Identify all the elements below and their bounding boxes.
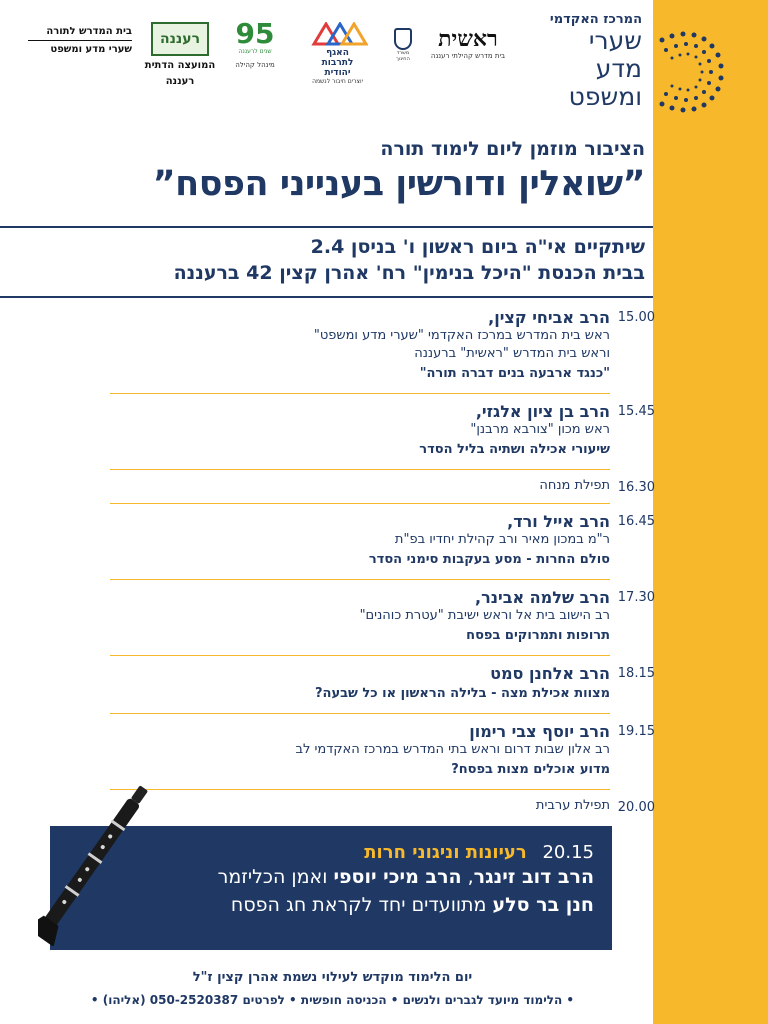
culture-logo-line-2: לתרבות xyxy=(321,58,354,68)
beit-midrash-logo xyxy=(28,26,132,55)
speaker-name: הרב אביחי קצין, xyxy=(488,308,610,327)
reshit-logo-word: ראשית xyxy=(438,26,498,52)
brand-line-3: ומשפט xyxy=(568,82,642,111)
schedule-item xyxy=(110,656,655,714)
performer-name: הרב מיכי יוספי xyxy=(333,866,462,888)
schedule-item xyxy=(110,470,655,504)
event-date: שיתקיים אי"ה ביום ראשון ו' בניסן 2.4 xyxy=(310,236,645,258)
schedule-item xyxy=(110,394,655,470)
triangles-icon xyxy=(308,22,368,48)
brand-block xyxy=(530,12,642,111)
schedule-time: 17.30 xyxy=(617,590,655,605)
religious-council-logo xyxy=(140,22,220,88)
speaker-name: הרב אייל ורד, xyxy=(507,512,610,531)
speaker-name: הרב יוסף צבי רימון xyxy=(469,722,610,741)
speaker-role: ראש מכון "צורבא מרבנן" xyxy=(470,422,610,437)
schedule-list xyxy=(110,300,655,823)
schedule-time: 19.15 xyxy=(617,724,655,739)
prayer-label: תפילת ערבית xyxy=(535,798,610,813)
dedication-name: אהרן קצין xyxy=(217,970,279,985)
info-line: • הלימוד מיועד לגברים ולנשים • הכניסה חופשית • לפרטים 050-2520387 (אליהו) • xyxy=(90,993,575,1007)
speaker-name: הרב בן ציון אלגזי, xyxy=(475,402,610,421)
brand-top-line: המרכז האקדמי xyxy=(549,12,642,27)
logo-95-sub2: מינהל קהילה xyxy=(235,61,275,69)
culture-logo-line-3: יהודית xyxy=(324,68,351,78)
schedule-item xyxy=(110,300,655,394)
speaker-role: וראש בית המדרש "ראשית" ברעננה xyxy=(414,346,610,361)
reshit-logo xyxy=(428,26,508,60)
ministry-emblem-logo xyxy=(390,28,416,62)
speaker-role: רב אלון שבות דרום וראש בתי המדרש במרכז האקדמי לב xyxy=(295,742,610,757)
event-title: ”שואלין ודורשין בענייני הפסח” xyxy=(152,164,645,204)
jewish-culture-logo xyxy=(290,22,385,85)
evening-description: מתוועדים יחד לקראת חג הפסח xyxy=(230,894,493,916)
dotted-circle-logo-icon xyxy=(650,28,730,118)
schedule-item xyxy=(110,790,655,823)
speaker-name: הרב שלמה אבינר, xyxy=(475,588,610,607)
logo-95-number: 95 xyxy=(235,17,275,50)
council-title-1: המועצה הדתית xyxy=(144,60,216,71)
dedication-text: יום הלימוד מוקדש לעילוי נשמת xyxy=(278,970,473,985)
speaker-role: ר"מ במכון מאיר ורב קהילת יחדיו בפ"ת xyxy=(394,532,610,547)
reshit-logo-sub: בית מדרש קהילתי רעננה xyxy=(430,52,506,60)
culture-logo-line-1: האגף xyxy=(326,48,349,58)
invitation-line: הציבור מוזמן ליום לימוד תורה xyxy=(380,138,645,160)
beit-midrash-line-2: שערי מדע ומשפט xyxy=(50,44,132,55)
schedule-time: 15.45 xyxy=(617,404,655,419)
speaker-name: הרב אלחנן סמט xyxy=(490,664,610,683)
raanana-95-logo xyxy=(230,17,280,69)
separator: , xyxy=(461,866,474,888)
speaker-role: רב הישוב בית אל וראש ישיבת "עטרת כוהנים" xyxy=(359,608,610,623)
schedule-item xyxy=(110,504,655,580)
brand-line-1: שערי xyxy=(588,26,642,55)
lecture-topic: מדוע אוכלים מצות בפסח? xyxy=(451,762,610,777)
evening-time: 20.15 xyxy=(542,842,594,863)
schedule-item xyxy=(110,580,655,656)
lecture-topic: מצוות אכילת מצה - בלילה הראשון או כל שבעה? xyxy=(314,686,610,701)
evening-title: רעיונות וניגוני חרות xyxy=(364,842,527,863)
beit-midrash-rule xyxy=(28,40,132,41)
lecture-topic: סולם החרות - מסע בעקבות סימני הסדר xyxy=(368,552,610,567)
schedule-time: 20.00 xyxy=(617,800,655,815)
lecture-topic: שיעורי אכילה ושתיה בליל הסדר xyxy=(419,442,610,457)
ministry-sub: משרד החינוך xyxy=(396,50,410,62)
schedule-time: 16.30 xyxy=(617,480,655,495)
council-title-2: רעננה xyxy=(165,76,195,87)
title-divider xyxy=(0,226,653,228)
performer-name: הרב דוב זינגר xyxy=(473,866,594,888)
sheet-edge-line xyxy=(653,0,655,1024)
performer-role: ואמן הכליזמר xyxy=(217,866,334,888)
speaker-role: ראש בית המדרש במרכז האקדמי "שערי מדע ומשפט" xyxy=(313,328,610,343)
prayer-label: תפילת מנחה xyxy=(539,478,610,493)
performer-name: חנן בר סלע xyxy=(492,894,594,916)
dedication-line xyxy=(20,970,645,985)
brand-line-2: מדע xyxy=(595,54,642,83)
schedule-item xyxy=(110,714,655,790)
raanana-badge: רעננה xyxy=(151,22,209,56)
lecture-topic: "כנגד ארבעה בנים דברה תורה" xyxy=(419,366,610,381)
schedule-time: 18.15 xyxy=(617,666,655,681)
header-divider xyxy=(0,296,653,298)
culture-logo-sub: יוצרים חיבור לנשמה xyxy=(312,78,363,85)
lecture-topic: תרופות ותמרוקים בפסח xyxy=(466,628,610,643)
clarinet-icon xyxy=(38,776,148,946)
side-accent-bar xyxy=(652,0,768,1024)
schedule-time: 16.45 xyxy=(617,514,655,529)
emblem-icon xyxy=(394,28,412,50)
dedication-suffix: ז"ל xyxy=(192,970,218,985)
beit-midrash-line-1: בית המדרש לתורה xyxy=(46,26,132,37)
schedule-time: 15.00 xyxy=(617,310,655,325)
event-location: בבית הכנסת "היכל בנימין" רח' אהרן קצין 42 ברעננה xyxy=(173,262,645,284)
logo-95-sub: שנים לרעננה xyxy=(238,48,272,55)
